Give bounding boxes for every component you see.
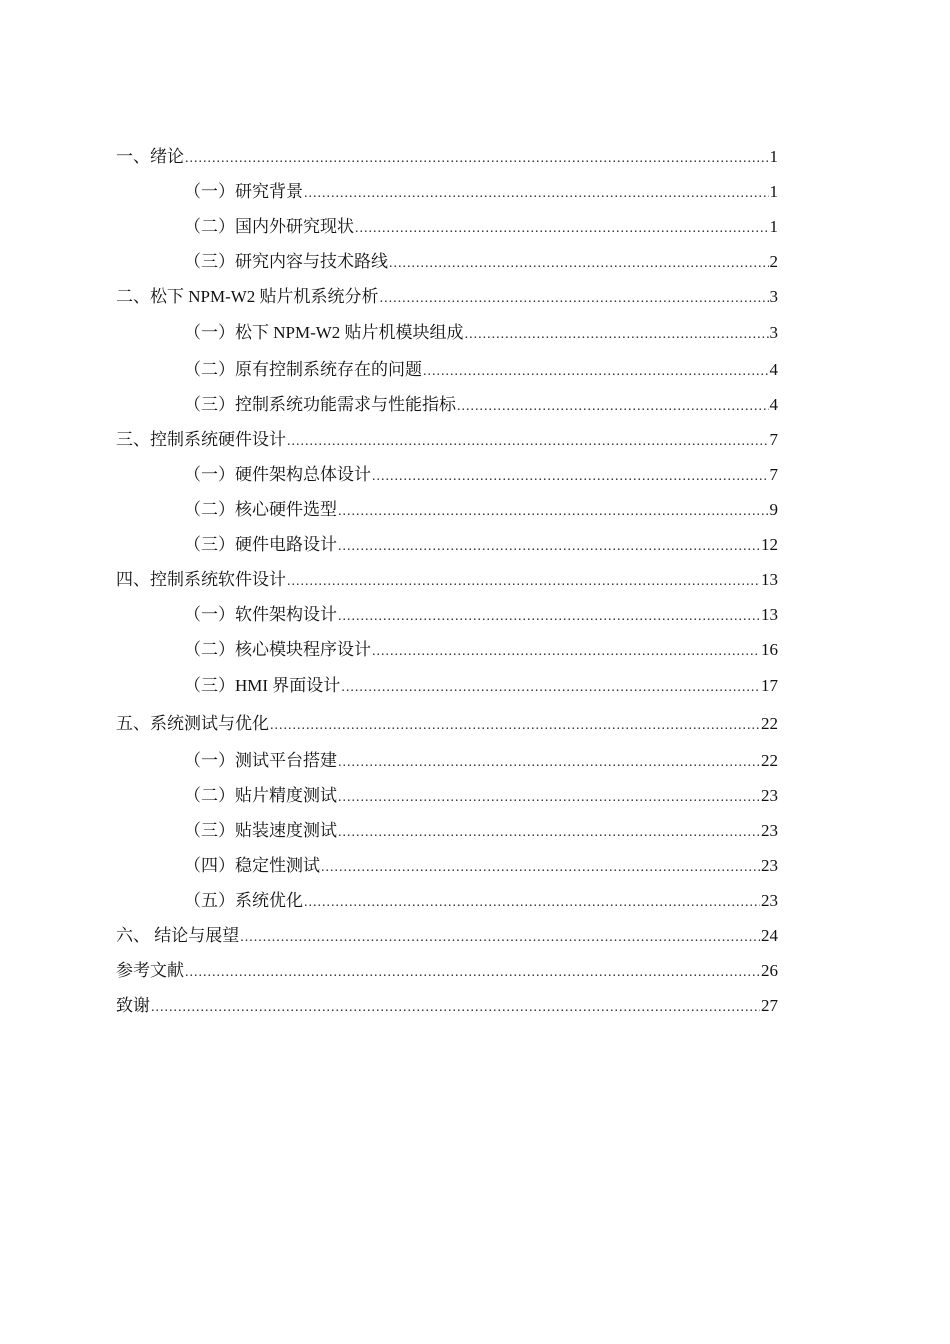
toc-entry-title: （三）贴装速度测试 <box>184 821 337 840</box>
toc-entry-existing-problems[interactable] <box>116 352 778 387</box>
toc-entry-title: （二）原有控制系统存在的问题 <box>184 360 422 379</box>
toc-entry-precision-test[interactable] <box>116 778 778 813</box>
toc-entry-core-module-program[interactable] <box>116 632 778 667</box>
toc-entry-system-analysis[interactable] <box>116 279 778 314</box>
toc-entry-title: （三）控制系统功能需求与性能指标 <box>184 395 456 414</box>
toc-dot-leader <box>185 141 769 176</box>
toc-entry-page: 23 <box>761 891 778 910</box>
toc-dot-leader <box>372 634 760 669</box>
toc-entry-title: 致谢 <box>116 996 150 1015</box>
toc-entry-title: （一）测试平台搭建 <box>184 751 337 770</box>
toc-entry-references[interactable] <box>116 953 778 988</box>
toc-entry-hardware-selection[interactable] <box>116 492 778 527</box>
toc-entry-page: 17 <box>761 676 778 695</box>
toc-dot-leader <box>338 745 760 780</box>
toc-entry-title: 一、绪论 <box>116 147 184 166</box>
toc-entry-page: 24 <box>761 926 778 945</box>
toc-entry-page: 2 <box>769 252 778 271</box>
toc-entry-stability-test[interactable] <box>116 848 778 883</box>
toc-entry-page: 4 <box>769 360 778 379</box>
toc-dot-leader <box>151 990 760 1025</box>
toc-entry-hardware-architecture[interactable] <box>116 457 778 492</box>
toc-entry-title: 六、 结论与展望 <box>116 926 240 945</box>
toc-entry-title: 三、控制系统硬件设计 <box>116 430 286 449</box>
toc-dot-leader <box>355 211 769 246</box>
toc-entry-page: 9 <box>769 500 778 519</box>
toc-entry-title: 四、控制系统软件设计 <box>116 570 286 589</box>
toc-entry-hmi-design[interactable] <box>116 667 778 705</box>
toc-entry-title: （三）硬件电路设计 <box>184 535 337 554</box>
toc-entry-testing-optimization[interactable] <box>116 705 778 743</box>
toc-dot-leader <box>338 780 760 815</box>
toc-entry-conclusion[interactable] <box>116 918 778 953</box>
toc-entry-title: （一）研究背景 <box>184 182 303 201</box>
toc-entry-page: 7 <box>769 465 778 484</box>
toc-entry-system-optimization[interactable] <box>116 883 778 918</box>
toc-entry-page: 1 <box>769 217 778 236</box>
toc-dot-leader <box>457 389 769 424</box>
toc-entry-acknowledgements[interactable] <box>116 988 778 1023</box>
toc-entry-page: 22 <box>761 714 778 733</box>
toc-entry-title: 参考文献 <box>116 961 184 980</box>
toc-dot-leader <box>341 669 760 707</box>
toc-entry-page: 7 <box>769 430 778 449</box>
toc-entry-title: （一）松下 NPM-W2 贴片机模块组成 <box>184 323 464 342</box>
toc-entry-page: 27 <box>761 996 778 1015</box>
toc-dot-leader <box>240 920 760 955</box>
toc-dot-leader <box>338 599 760 634</box>
toc-dot-leader <box>372 459 769 494</box>
toc-entry-page: 13 <box>761 570 778 589</box>
table-of-contents <box>116 139 778 1023</box>
toc-entry-page: 4 <box>769 395 778 414</box>
toc-entry-requirements[interactable] <box>116 387 778 422</box>
toc-entry-software-design[interactable] <box>116 562 778 597</box>
toc-entry-title: （三）研究内容与技术路线 <box>184 252 388 271</box>
toc-entry-research-background[interactable] <box>116 174 778 209</box>
toc-entry-title: （四）稳定性测试 <box>184 856 320 875</box>
toc-dot-leader <box>423 354 769 389</box>
toc-entry-title: （五）系统优化 <box>184 891 303 910</box>
toc-dot-leader <box>338 529 760 564</box>
toc-entry-page: 23 <box>761 856 778 875</box>
toc-entry-title: （三）HMI 界面设计 <box>184 676 341 695</box>
toc-entry-speed-test[interactable] <box>116 813 778 848</box>
toc-dot-leader <box>380 281 769 316</box>
toc-dot-leader <box>287 424 769 459</box>
toc-entry-page: 13 <box>761 605 778 624</box>
toc-entry-introduction[interactable] <box>116 139 778 174</box>
toc-entry-software-architecture[interactable] <box>116 597 778 632</box>
toc-entry-title: （二）贴片精度测试 <box>184 786 337 805</box>
toc-entry-research-status[interactable] <box>116 209 778 244</box>
toc-entry-page: 3 <box>769 323 778 342</box>
toc-entry-hardware-design[interactable] <box>116 422 778 457</box>
toc-entry-research-content[interactable] <box>116 244 778 279</box>
toc-entry-title: （二）国内外研究现状 <box>184 217 354 236</box>
toc-dot-leader <box>338 815 760 850</box>
toc-entry-page: 1 <box>769 147 778 166</box>
toc-entry-title: （一）硬件架构总体设计 <box>184 465 371 484</box>
toc-entry-title: （一）软件架构设计 <box>184 605 337 624</box>
toc-entry-page: 22 <box>761 751 778 770</box>
toc-dot-leader <box>185 955 760 990</box>
toc-entry-title: 五、系统测试与优化 <box>116 714 269 733</box>
toc-entry-title: 二、松下 NPM-W2 贴片机系统分析 <box>116 287 379 306</box>
toc-entry-page: 26 <box>761 961 778 980</box>
toc-entry-test-platform[interactable] <box>116 743 778 778</box>
toc-dot-leader <box>465 316 769 354</box>
toc-entry-page: 3 <box>769 287 778 306</box>
toc-entry-circuit-design[interactable] <box>116 527 778 562</box>
toc-dot-leader <box>304 176 769 211</box>
toc-entry-page: 23 <box>761 786 778 805</box>
toc-entry-page: 16 <box>761 640 778 659</box>
toc-entry-title: （二）核心硬件选型 <box>184 500 337 519</box>
toc-entry-title: （二）核心模块程序设计 <box>184 640 371 659</box>
toc-entry-page: 23 <box>761 821 778 840</box>
toc-dot-leader <box>304 885 760 920</box>
toc-dot-leader <box>287 564 760 599</box>
toc-dot-leader <box>389 246 769 281</box>
toc-dot-leader <box>338 494 769 529</box>
toc-entry-page: 12 <box>761 535 778 554</box>
toc-dot-leader <box>321 850 760 885</box>
toc-dot-leader <box>270 707 760 745</box>
toc-entry-module-composition[interactable] <box>116 314 778 352</box>
toc-entry-page: 1 <box>769 182 778 201</box>
